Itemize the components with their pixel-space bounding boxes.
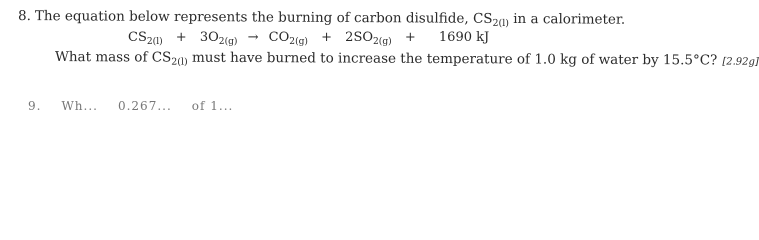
product-so2-formula: 2SO: [345, 30, 374, 45]
question-text-sub: 2(l): [492, 17, 509, 29]
plus-sign-3: +: [404, 30, 416, 45]
cut-off-word: Wh...: [61, 99, 98, 113]
cut-off-number: 9.: [28, 99, 42, 113]
prompt-text-after: must have burned to increase the temperature of 1.0 kg of water by 15.5°C?: [187, 49, 718, 69]
reactant-o2-state: 2(g): [218, 37, 238, 47]
cut-off-fragment: 0.267...: [117, 99, 172, 113]
reactant-o2-formula: 3O: [199, 30, 219, 45]
cut-off-tail: of 1...: [191, 99, 234, 113]
question-text-before: The equation below represents the burning of carbon disulfide, CS: [34, 8, 493, 27]
product-co2-state: 2(g): [289, 37, 308, 47]
plus-sign-1: +: [175, 30, 187, 45]
question-text-after: in a calorimeter.: [508, 10, 626, 28]
reactant-cs2-state: 2(l): [146, 37, 163, 47]
question-number: 8.: [17, 8, 31, 25]
reaction-arrow: →: [247, 30, 259, 45]
product-co2-formula: CO: [268, 30, 290, 45]
product-so2-state: 2(g): [373, 37, 392, 47]
reactant-cs2: [128, 30, 163, 45]
plus-sign-2: +: [321, 30, 333, 45]
answer-label: [2.92g]: [722, 56, 759, 68]
cut-off-next-question: [28, 95, 253, 113]
product-co2: [269, 30, 308, 45]
question-prompt-line: [55, 49, 759, 69]
product-so2: [345, 30, 392, 45]
energy-value: 1690 kJ: [438, 30, 490, 45]
prompt-text-sub: 2(l): [171, 56, 188, 68]
question-8-line: [18, 8, 625, 28]
prompt-text-before: What mass of CS: [54, 49, 172, 66]
reactant-o2: [200, 30, 238, 45]
reactant-cs2-formula: CS: [128, 30, 147, 45]
chemical-equation: [128, 30, 489, 45]
